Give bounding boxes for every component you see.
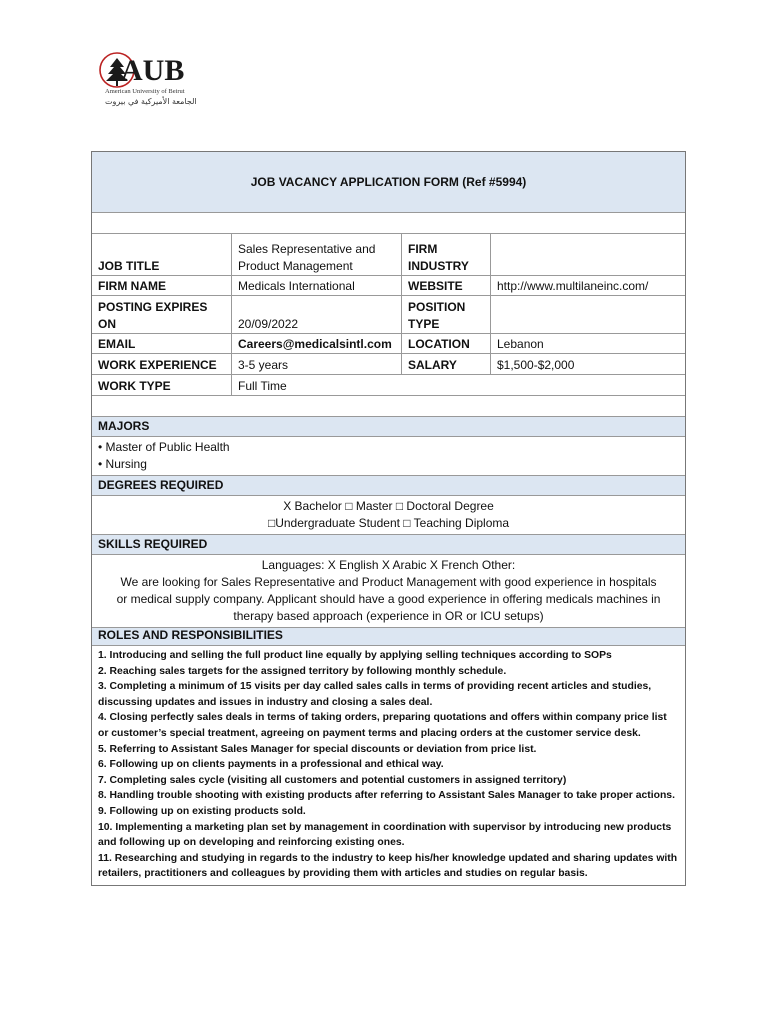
work-type-label: WORK TYPE xyxy=(92,375,232,395)
form-title: JOB VACANCY APPLICATION FORM (Ref #5994) xyxy=(92,152,685,213)
salary-label: SALARY xyxy=(402,354,491,374)
experience-row xyxy=(92,354,685,375)
skills-body xyxy=(92,555,685,628)
roles-list xyxy=(92,646,685,885)
role-item: 2. Reaching sales targets for the assigned territory by following monthly schedule. xyxy=(98,665,507,677)
role-item: 9. Following up on existing products sold. xyxy=(98,805,306,817)
firm-industry-value xyxy=(491,234,685,275)
degrees-options xyxy=(92,496,685,535)
job-title-line2: Product Management xyxy=(238,259,353,273)
location-value: Lebanon xyxy=(497,337,544,351)
location-label: LOCATION xyxy=(402,334,491,353)
skills-heading: SKILLS REQUIRED xyxy=(92,535,685,555)
skills-text-line3: therapy based approach (experience in OR or ICU setups) xyxy=(233,609,544,623)
firm-name-value: Medicals International xyxy=(232,276,402,295)
firm-industry-label-line2: INDUSTRY xyxy=(408,259,469,273)
majors-list xyxy=(92,437,685,476)
posting-expires-label: POSTING EXPIRES ON xyxy=(92,296,232,333)
role-item: 1. Introducing and selling the full product line equally by applying selling techniques according to SOPs xyxy=(98,650,612,661)
job-title-row xyxy=(92,234,685,276)
posting-expires-value: 20/09/2022 xyxy=(232,296,402,333)
role-item: 7. Completing sales cycle (visiting all customers and potential customers in assigned territory) xyxy=(98,774,567,786)
firm-industry-label xyxy=(402,234,491,275)
role-item: 11. Researching and studying in regards to the industry to keep his/her knowledge updated and sharing updates with retailers, practitioners and colleagues by providing them with articles and studies on regular basis. xyxy=(98,852,678,880)
job-vacancy-form xyxy=(91,151,686,886)
spacer-row-2 xyxy=(92,396,685,417)
logo-subtitle: American University of Beirut xyxy=(105,88,185,95)
firm-name-row xyxy=(92,276,685,296)
position-type-label-line2: TYPE xyxy=(408,317,440,331)
position-type-value xyxy=(491,296,685,333)
role-item: 3. Completing a minimum of 15 visits per day called sales calls in terms of providing recent articles and studies, discussing updates and issues in industry and closing a sales deal. xyxy=(98,681,652,708)
role-item: 10. Implementing a marketing plan set by management in coordination with supervisor by introducing new products and following up on developing and reinforcing existing ones. xyxy=(98,821,672,849)
email-value: Careers@medicalsintl.com xyxy=(232,334,402,353)
roles-heading: ROLES AND RESPONSIBILITIES xyxy=(92,628,685,646)
skills-languages: Languages: X English X Arabic X French Other: xyxy=(261,558,516,572)
salary-value: $1,500-$2,000 xyxy=(497,358,575,372)
major-item: • Nursing xyxy=(98,457,147,471)
degrees-line1: X Bachelor □ Master □ Doctoral Degree xyxy=(283,499,494,513)
degrees-line2: □Undergraduate Student □ Teaching Diploma xyxy=(267,516,510,530)
logo-arabic: الجامعة الأميركية في بيروت xyxy=(105,97,197,106)
skills-text-line1: We are looking for Sales Representative and Product Management with good experience in hospitals xyxy=(120,575,657,589)
website-value: http://www.multilaneinc.com/ xyxy=(497,279,649,293)
job-title-value xyxy=(232,234,402,275)
role-item: 5. Referring to Assistant Sales Manager for special discounts or deviation from price list. xyxy=(98,743,537,755)
work-type-value: Full Time xyxy=(238,379,287,393)
work-type-row xyxy=(92,375,685,396)
website-label: WEBSITE xyxy=(402,276,491,295)
role-item: 4. Closing perfectly sales deals in terms of taking orders, preparing quotations and offers within company price list or customer’s special treatment, agreeing on payment terms and placing orders at the customer service desk. xyxy=(98,712,667,739)
role-item: 6. Following up on clients payments in a professional and ethical way. xyxy=(98,759,444,771)
spacer-row xyxy=(92,213,685,234)
firm-name-label: FIRM NAME xyxy=(92,276,232,295)
firm-industry-label-line1: FIRM xyxy=(408,242,438,256)
logo-wordmark: AUB xyxy=(121,54,185,87)
role-item: 8. Handling trouble shooting with existing products after referring to Assistant Sales Manager to take proper actions. xyxy=(98,790,675,802)
major-item: • Master of Public Health xyxy=(98,440,230,454)
position-type-label-line1: POSITION xyxy=(408,300,466,314)
position-type-label xyxy=(402,296,491,333)
majors-heading: MAJORS xyxy=(92,417,685,437)
aub-logo xyxy=(97,46,197,110)
skills-text-line2: or medical supply company. Applicant should have a good experience in offering medicals machines in xyxy=(116,592,661,606)
degrees-heading: DEGREES REQUIRED xyxy=(92,476,685,496)
email-label: EMAIL xyxy=(92,334,232,353)
job-title-line1: Sales Representative and xyxy=(238,242,376,256)
posting-row xyxy=(92,296,685,334)
work-experience-label: WORK EXPERIENCE xyxy=(92,354,232,374)
job-title-label: JOB TITLE xyxy=(92,234,232,275)
work-experience-value: 3-5 years xyxy=(232,354,402,374)
email-row xyxy=(92,334,685,354)
